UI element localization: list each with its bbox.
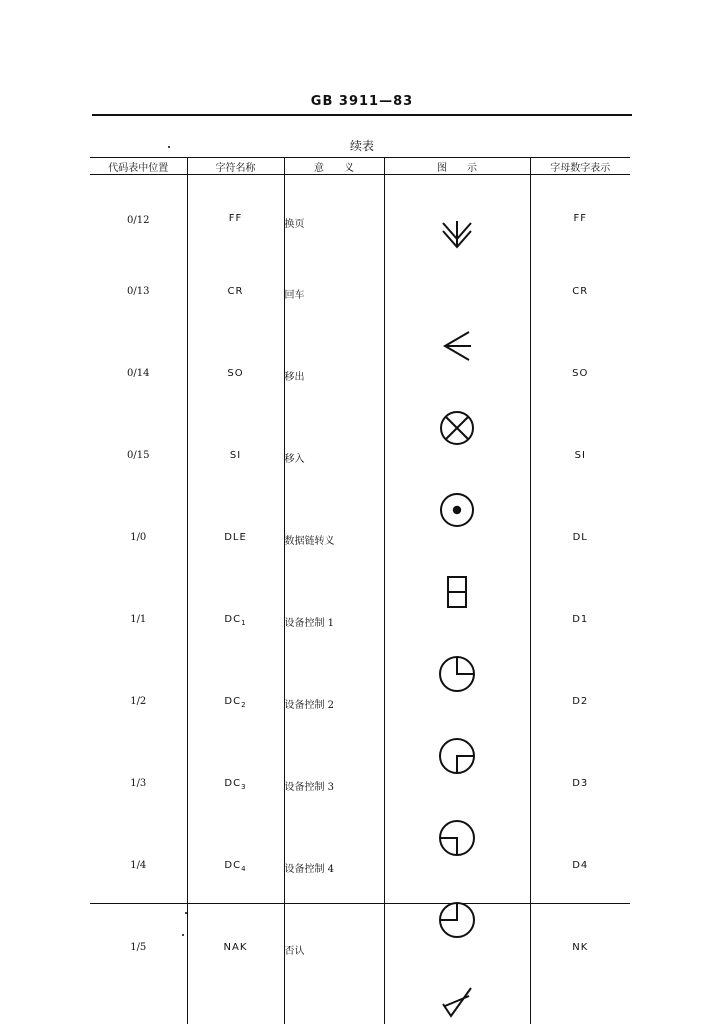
device-control-1-icon <box>435 652 479 696</box>
shift-in-icon <box>435 488 479 532</box>
column-header-name: 字符名称 <box>187 158 284 175</box>
meaning: 数据链转义 <box>284 532 384 614</box>
character-name: CR <box>227 286 244 297</box>
alphanumeric-representation: DL <box>530 532 630 614</box>
alphanumeric-representation: D2 <box>530 696 630 778</box>
device-control-3-icon <box>435 816 479 860</box>
graphic-cell <box>384 696 530 778</box>
character-name-subscript: 4 <box>241 865 247 873</box>
alphanumeric-representation: SI <box>530 450 630 532</box>
character-name: DC <box>224 778 242 789</box>
code-position: 0/12 <box>127 215 150 226</box>
meaning: 设备控制 1 <box>284 614 384 696</box>
table-bottom-rule <box>90 903 630 904</box>
table-row <box>90 368 630 450</box>
code-position: 1/1 <box>130 614 147 625</box>
alphanumeric-representation: FF <box>530 175 630 287</box>
code-position: 1/3 <box>130 778 147 789</box>
alphanumeric-representation: CR <box>530 286 630 368</box>
character-name-cell <box>187 532 284 614</box>
character-name: DC <box>224 860 242 871</box>
character-name-subscript: 3 <box>241 783 247 791</box>
character-name: DC <box>224 696 242 707</box>
column-header-letters: 字母数字表示 <box>530 158 630 175</box>
table-row <box>90 532 630 614</box>
table-row <box>90 175 630 287</box>
shift-out-icon <box>435 406 479 450</box>
graphic-cell <box>384 942 530 1024</box>
character-name-cell <box>187 368 284 450</box>
graphic-cell <box>384 286 530 368</box>
code-position: 0/13 <box>127 286 150 297</box>
alphanumeric-representation: D4 <box>530 860 630 942</box>
character-name: DLE <box>224 532 247 543</box>
meaning: 换页 <box>284 175 384 287</box>
code-position: 1/0 <box>130 532 147 543</box>
character-name: FF <box>228 213 243 224</box>
code-position: 1/5 <box>130 942 147 953</box>
data-link-escape-icon <box>435 570 479 614</box>
device-control-4-icon <box>435 898 479 942</box>
table-row <box>90 286 630 368</box>
column-header-graphic: 图 示 <box>384 158 530 175</box>
character-name-cell <box>187 778 284 860</box>
character-name-subscript: 1 <box>241 619 247 627</box>
character-name-cell <box>187 942 284 1024</box>
meaning: 设备控制 4 <box>284 860 384 942</box>
meaning: 移出 <box>284 368 384 450</box>
table-row <box>90 778 630 860</box>
carriage-return-icon <box>435 324 479 368</box>
table-row <box>90 942 630 1024</box>
column-header-meaning: 意 义 <box>284 158 384 175</box>
form-feed-icon <box>435 213 479 257</box>
character-name: SO <box>227 368 244 379</box>
graphic-cell <box>384 450 530 532</box>
graphic-cell <box>384 532 530 614</box>
character-name: NAK <box>223 942 248 953</box>
character-name-subscript: 2 <box>241 701 247 709</box>
alphanumeric-representation: NK <box>530 942 630 1024</box>
character-name-cell <box>187 860 284 942</box>
meaning: 否认 <box>284 942 384 1024</box>
table-title: 续表 <box>349 139 374 153</box>
code-position: 1/4 <box>130 860 147 871</box>
character-name-cell <box>187 286 284 368</box>
graphic-cell <box>384 175 530 287</box>
graphic-cell <box>384 368 530 450</box>
code-position: 0/15 <box>127 450 150 461</box>
column-header-position: 代码表中位置 <box>90 158 187 175</box>
character-name: SI <box>229 450 242 461</box>
table-row <box>90 450 630 532</box>
scan-speck <box>168 146 170 148</box>
table-row <box>90 696 630 778</box>
alphanumeric-representation: D1 <box>530 614 630 696</box>
meaning: 设备控制 3 <box>284 778 384 860</box>
character-name-cell <box>187 614 284 696</box>
character-name: DC <box>224 614 242 625</box>
table-row <box>90 860 630 942</box>
character-name-cell <box>187 450 284 532</box>
meaning: 回车 <box>284 286 384 368</box>
graphic-cell <box>384 614 530 696</box>
alphanumeric-representation: SO <box>530 368 630 450</box>
standard-code: GB 3911—83 <box>310 94 414 109</box>
code-position: 0/14 <box>127 368 150 379</box>
code-position: 1/2 <box>130 696 147 707</box>
header-rule <box>92 114 632 116</box>
alphanumeric-representation: D3 <box>530 778 630 860</box>
character-name-cell <box>187 175 284 287</box>
meaning: 移入 <box>284 450 384 532</box>
meaning: 设备控制 2 <box>284 696 384 778</box>
graphic-cell <box>384 778 530 860</box>
device-control-2-icon <box>435 734 479 778</box>
graphic-cell <box>384 860 530 942</box>
control-code-table <box>90 157 630 1024</box>
table-header-row <box>90 158 630 175</box>
negative-acknowledge-icon <box>435 980 479 1024</box>
table-row <box>90 614 630 696</box>
character-name-cell <box>187 696 284 778</box>
